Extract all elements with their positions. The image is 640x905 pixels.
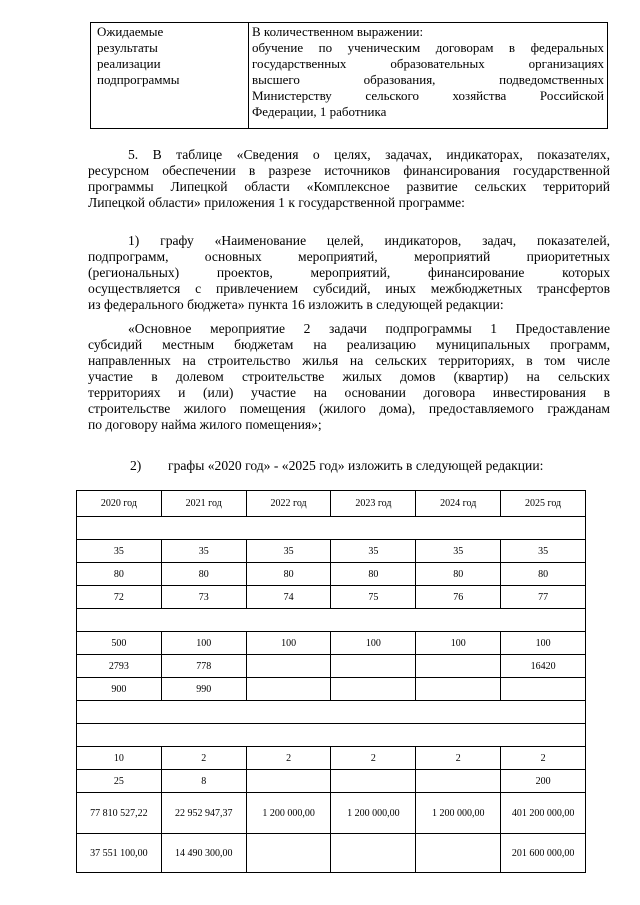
table-cell — [416, 655, 501, 678]
table-cell — [246, 834, 331, 873]
table-cell: 900 — [77, 678, 162, 701]
table-cell — [331, 770, 416, 793]
table-cell: 80 — [246, 563, 331, 586]
table-cell — [331, 834, 416, 873]
paragraph-line: Липецкой области» приложения 1 к государственной программе: — [88, 195, 465, 210]
table-row — [77, 563, 586, 586]
table-row — [77, 586, 586, 609]
table-cell: 22 952 947,37 — [161, 793, 246, 834]
table-cell — [246, 678, 331, 701]
value-line: обучение по ученическим договорам в федеральных — [252, 40, 604, 55]
label-line: подпрограммы — [97, 72, 180, 87]
paragraph-line: ресурсном обеспечении в разрезе источников финансирования государственной — [88, 163, 610, 178]
table-cell — [416, 678, 501, 701]
expected-results-value-cell — [249, 23, 608, 129]
header-2024: 2024 год — [416, 491, 501, 517]
table-cell: 1 200 000,00 — [331, 793, 416, 834]
value-heading: В количественном выражении: — [252, 24, 424, 39]
paragraph-line: субсидий местным бюджетам на реализацию муниципальных программ, — [88, 337, 610, 352]
table-cell: 2 — [416, 747, 501, 770]
table-section-row — [77, 517, 586, 540]
paragraph-5 — [88, 147, 610, 211]
item-1-paragraph — [88, 233, 610, 313]
table-cell: 100 — [501, 632, 586, 655]
table-row — [77, 632, 586, 655]
table-cell: 37 551 100,00 — [77, 834, 162, 873]
table-cell: 1 200 000,00 — [416, 793, 501, 834]
table-cell: 1 200 000,00 — [246, 793, 331, 834]
value-line: Министерству сельского хозяйства Российской — [252, 88, 604, 103]
item-2-paragraph — [130, 458, 600, 474]
table-cell: 35 — [416, 540, 501, 563]
table-cell: 100 — [161, 632, 246, 655]
paragraph-line: подпрограмм, основных мероприятий, мероприятий приоритетных — [88, 249, 610, 264]
paragraph-line: из федерального бюджета» пункта 16 изложить в следующей редакции: — [88, 297, 504, 312]
table-cell: 35 — [331, 540, 416, 563]
paragraph-line: осуществляется с привлечением субсидий, иных межбюджетных трансфертов — [88, 281, 610, 296]
table-cell: 73 — [161, 586, 246, 609]
table-cell: 35 — [161, 540, 246, 563]
table-cell: 401 200 000,00 — [501, 793, 586, 834]
paragraph-line: участие в долевом строительстве жилых домов (квартир) на сельских — [88, 369, 610, 384]
table-cell: 14 490 300,00 — [161, 834, 246, 873]
table-cell: 778 — [161, 655, 246, 678]
paragraph-line: территориях и (или) участие на основании договора инвестирования в — [88, 385, 610, 400]
table-cell: 35 — [246, 540, 331, 563]
header-2023: 2023 год — [331, 491, 416, 517]
table-cell: 500 — [77, 632, 162, 655]
table-cell: 25 — [77, 770, 162, 793]
table-header-row — [77, 491, 586, 517]
label-line: Ожидаемые — [97, 24, 164, 39]
table-cell: 2 — [246, 747, 331, 770]
table-cell: 77 — [501, 586, 586, 609]
table-cell: 200 — [501, 770, 586, 793]
table-cell: 2793 — [77, 655, 162, 678]
table-row — [77, 770, 586, 793]
table-cell: 80 — [331, 563, 416, 586]
label-line: результаты — [97, 40, 158, 55]
table-cell: 80 — [77, 563, 162, 586]
table-cell: 35 — [501, 540, 586, 563]
table-section-row — [77, 724, 586, 747]
paragraph-line: «Основное мероприятие 2 задачи подпрограммы 1 Предоставление — [128, 321, 610, 336]
header-2020: 2020 год — [77, 491, 162, 517]
paragraph-line: направленных на строительство жилья на сельских территориях, в том числе — [88, 353, 610, 368]
paragraph-line: по договору найма жилого помещения»; — [88, 417, 322, 432]
table-row — [77, 793, 586, 834]
table-section-row — [77, 701, 586, 724]
table-row — [77, 834, 586, 873]
header-2022: 2022 год — [246, 491, 331, 517]
table-cell: 990 — [161, 678, 246, 701]
table-cell — [331, 655, 416, 678]
table-cell: 8 — [161, 770, 246, 793]
table-row — [77, 655, 586, 678]
item-2-text: графы «2020 год» - «2025 год» изложить в следующей редакции: — [168, 458, 544, 473]
table-cell: 100 — [416, 632, 501, 655]
table-cell: 80 — [161, 563, 246, 586]
table-cell — [501, 678, 586, 701]
table-cell: 35 — [77, 540, 162, 563]
table-cell — [331, 678, 416, 701]
paragraph-line: программы Липецкой области «Комплексное развитие сельских территорий — [88, 179, 610, 194]
table-cell — [246, 770, 331, 793]
table-cell: 2 — [331, 747, 416, 770]
table-cell: 2 — [161, 747, 246, 770]
table-row — [77, 747, 586, 770]
paragraph-line: строительстве жилого помещения (жилого дома), предоставляемого гражданам — [88, 401, 610, 416]
table-cell: 16420 — [501, 655, 586, 678]
table-cell — [416, 834, 501, 873]
table-section-row — [77, 609, 586, 632]
table-cell: 75 — [331, 586, 416, 609]
value-line: высшего образования, подведомственных — [252, 72, 604, 87]
table-cell: 80 — [416, 563, 501, 586]
table-row — [77, 678, 586, 701]
table-cell: 100 — [246, 632, 331, 655]
value-line: государственных образовательных организациях — [252, 56, 604, 71]
paragraph-line: 1) графу «Наименование целей, индикаторов, задач, показателей, — [128, 233, 610, 248]
header-2025: 2025 год — [501, 491, 586, 517]
label-line: реализации — [97, 56, 161, 71]
table-cell: 80 — [501, 563, 586, 586]
table-cell: 72 — [77, 586, 162, 609]
value-line: Федерации, 1 работника — [252, 104, 387, 119]
paragraph-line: (региональных) проектов, мероприятий, финансирование которых — [88, 265, 610, 280]
table-cell — [416, 770, 501, 793]
header-2021: 2021 год — [161, 491, 246, 517]
years-table — [76, 490, 586, 873]
table-cell: 74 — [246, 586, 331, 609]
table-row — [77, 540, 586, 563]
table-cell: 10 — [77, 747, 162, 770]
table-cell: 77 810 527,22 — [77, 793, 162, 834]
expected-results-label-cell — [91, 23, 249, 129]
quoted-activity-paragraph — [88, 321, 610, 433]
table-cell — [246, 655, 331, 678]
table-cell: 201 600 000,00 — [501, 834, 586, 873]
paragraph-line: 5. В таблице «Сведения о целях, задачах, индикаторах, показателях, — [128, 147, 610, 162]
table-cell: 76 — [416, 586, 501, 609]
table-cell: 100 — [331, 632, 416, 655]
expected-results-table — [90, 22, 608, 129]
item-2-number: 2) — [130, 458, 142, 473]
table-cell: 2 — [501, 747, 586, 770]
